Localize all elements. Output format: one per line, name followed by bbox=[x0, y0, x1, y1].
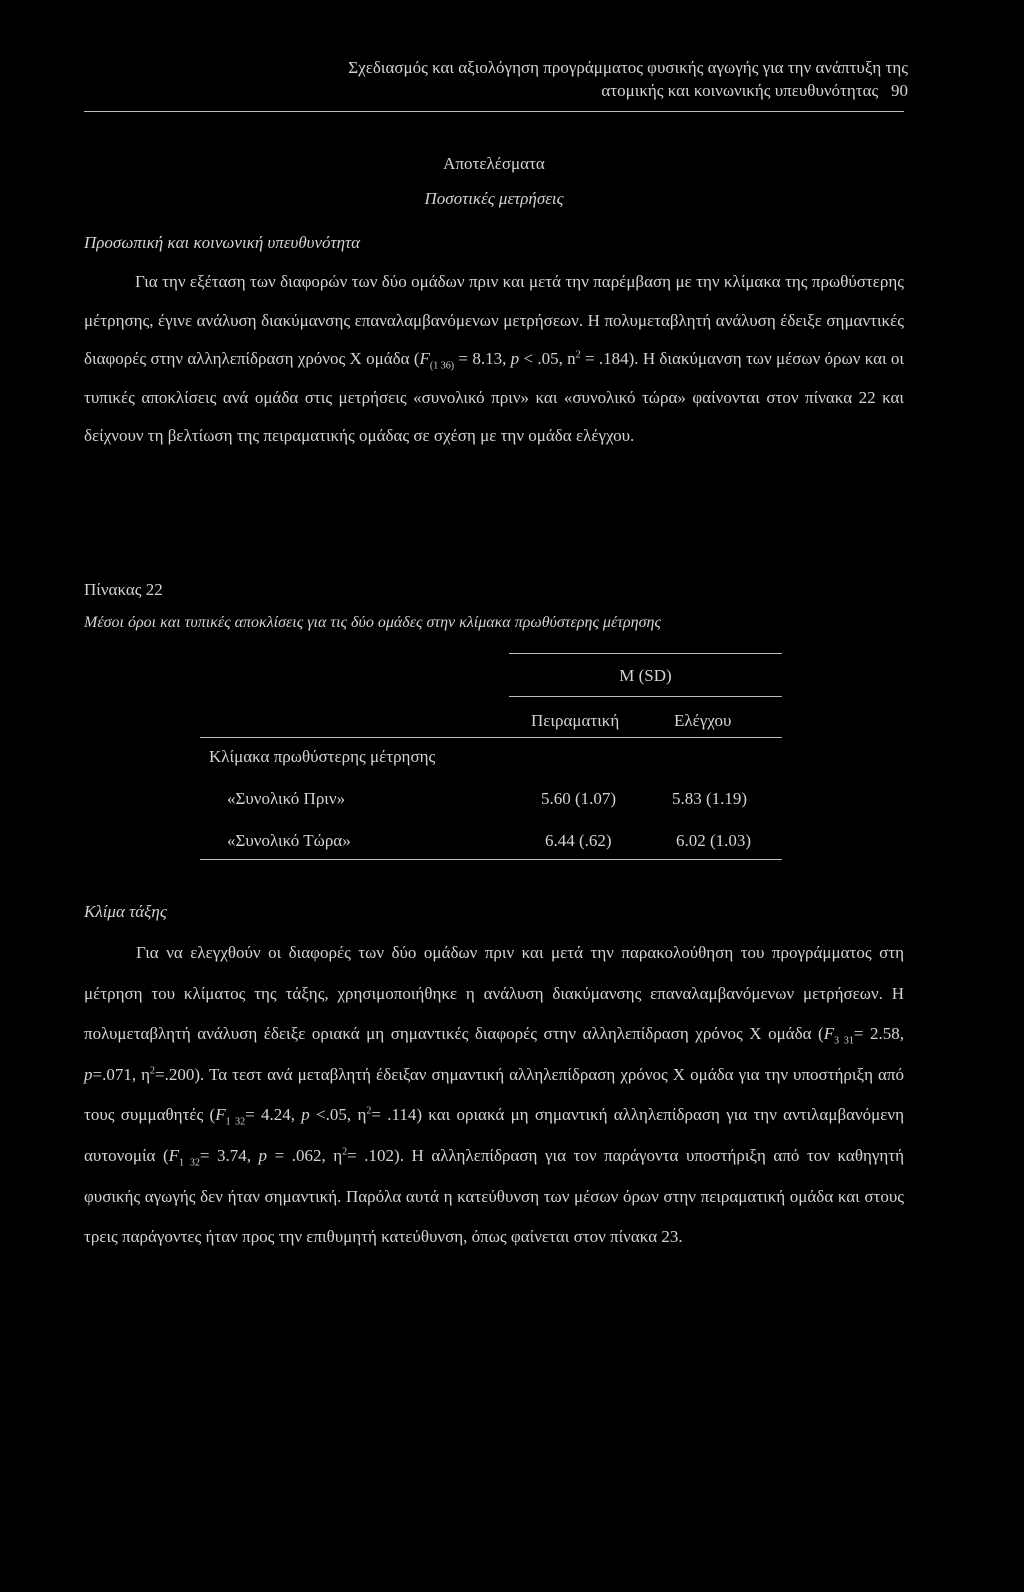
p2-f-symbol: F bbox=[823, 1024, 835, 1044]
p2-text: <.05, η bbox=[309, 1105, 367, 1125]
p2-squared: 2 bbox=[150, 1065, 156, 1077]
p2-squared: 2 bbox=[342, 1146, 348, 1158]
p2-df: 1 32 bbox=[179, 1157, 200, 1169]
table-cell-exp: 5.60 (1.07) bbox=[541, 789, 617, 808]
header-title-line2 bbox=[348, 79, 908, 102]
p2-text: =.071, η bbox=[92, 1064, 151, 1084]
p2-text: = .114) και οριακά μη σημαντική αλληλεπίδραση για την αντιλαμβανόμενη αυτονομία ( bbox=[84, 1105, 905, 1165]
section-title: Αποτελέσματα bbox=[443, 154, 545, 173]
table-cell-ctrl: 6.02 (1.03) bbox=[676, 831, 752, 850]
section-subtitle: Ποσοτικές μετρήσεις bbox=[424, 189, 564, 208]
p2-text: = 4.24, bbox=[245, 1105, 302, 1125]
table-top-rule bbox=[509, 653, 782, 654]
p1-text-c: < .05, n bbox=[519, 349, 576, 368]
p2-text: = 3.74, bbox=[199, 1145, 259, 1165]
results-paragraph-1 bbox=[84, 263, 904, 456]
p2-text: =.200). Τα τεστ ανά μεταβλητή έδειξαν σημαντική αλληλεπίδραση χρόνος Χ ομάδα για την υποστήριξη από τους συμμαθητές ( bbox=[84, 1064, 904, 1125]
table-row-label: «Συνολικό Τώρα» bbox=[227, 831, 351, 850]
p1-text-a: Για την εξέταση των διαφορών των δύο ομάδων πριν και μετά την παρέμβαση με την κλίμακα της πρωθύστερης μέτρησης, έγινε ανάλυση διακύμανσης επαναλαμβανόμενων μετρήσεων. Η πολυμεταβλητή ανάλυση έδειξε σημαντικές διαφορές στην αλληλεπίδραση χρόνος Χ ομάδα ( bbox=[84, 272, 904, 368]
table-row-header: Κλίμακα πρωθύστερης μέτρησης bbox=[209, 747, 436, 766]
p2-text: = .062, η bbox=[267, 1145, 343, 1165]
results-paragraph-2 bbox=[84, 933, 904, 1258]
page-number: 90 bbox=[891, 81, 908, 100]
table-caption: Μέσοι όροι και τυπικές αποκλίσεις για τις δύο ομάδες στην κλίμακα πρωθύστερης μέτρησης bbox=[84, 614, 661, 631]
p2-text: = .102). Η αλληλεπίδραση για τον παράγοντα υποστήριξη από τον καθηγητή φυσικής αγωγής δεν ήταν σημαντική. Παρόλα αυτά η κατεύθυνση των μέσων όρων στην πειραματική ομάδα και στους τρεις παράγοντες ήταν προς την επιθυμητή κατεύθυνση, όπως φαίνεται στον πίνακα 23. bbox=[84, 1145, 904, 1247]
p1-text-d: = .184). Η διακύμανση των μέσων όρων και οι τυπικές αποκλίσεις ανά ομάδα στις μετρήσεις «συνολικό πριν» και «συνολικό τώρα» φαίνονται στον πίνακα 22 και δείχνουν τη βελτίωση της πειραματικής ομάδας σε σχέση με την ομάδα ελέγχου. bbox=[84, 349, 904, 445]
header-title-line2-text: ατομικής και κοινωνικής υπευθυνότητας bbox=[601, 81, 879, 100]
p2-p-symbol: p bbox=[258, 1145, 268, 1165]
p1-df: (1 36) bbox=[429, 360, 455, 372]
p2-f-symbol: F bbox=[168, 1145, 180, 1165]
p2-text: = 2.58, bbox=[853, 1024, 904, 1044]
subsection-heading-2: Κλίμα τάξης bbox=[84, 902, 167, 921]
table-bottom-rule bbox=[200, 859, 782, 860]
p1-text-b: = 8.13, bbox=[454, 349, 511, 368]
table-row-label: «Συνολικό Πριν» bbox=[227, 789, 346, 808]
p2-df: 3 31 bbox=[834, 1035, 854, 1047]
table-col-experimental: Πειραματική bbox=[531, 711, 620, 730]
p2-text: Για να ελεγχθούν οι διαφορές των δύο ομάδων πριν και μετά την παρακολούθηση του προγράμματος στη μέτρηση του κλίματος της τάξης, χρησιμοποιήθηκε η ανάλυση διακύμανσης επαναλαμβανόμενων μετρήσεων. Η πολυμεταβλητή ανάλυση έδειξε οριακά μη σημαντικές διαφορές στην αλληλεπίδραση χρόνος Χ ομάδα ( bbox=[84, 943, 904, 1044]
p2-f-symbol: F bbox=[215, 1105, 226, 1125]
table-label: Πίνακας 22 bbox=[84, 580, 163, 599]
header-title-line1: Σχεδιασμός και αξιολόγηση προγράμματος φυσικής αγωγής για την ανάπτυξη της bbox=[348, 58, 908, 77]
p2-df: 1 32 bbox=[225, 1116, 246, 1128]
p2-p-symbol: p bbox=[84, 1064, 93, 1084]
subsection-heading: Προσωπική και κοινωνική υπευθυνότητα bbox=[84, 233, 361, 252]
table-cell-exp: 6.44 (.62) bbox=[545, 831, 612, 850]
table-cell-ctrl: 5.83 (1.19) bbox=[672, 789, 748, 808]
table-group-rule bbox=[509, 696, 782, 697]
header-rule bbox=[84, 111, 904, 112]
p1-p-symbol: p bbox=[510, 349, 520, 368]
p1-squared: 2 bbox=[575, 349, 581, 361]
p2-squared: 2 bbox=[366, 1105, 372, 1117]
running-header bbox=[348, 56, 908, 102]
table-header-rule bbox=[200, 737, 782, 738]
p2-p-symbol: p bbox=[301, 1105, 310, 1125]
table-group-header: M (SD) bbox=[619, 666, 672, 685]
table-col-control: Ελέγχου bbox=[674, 711, 732, 730]
p1-f-symbol: F bbox=[419, 349, 430, 368]
